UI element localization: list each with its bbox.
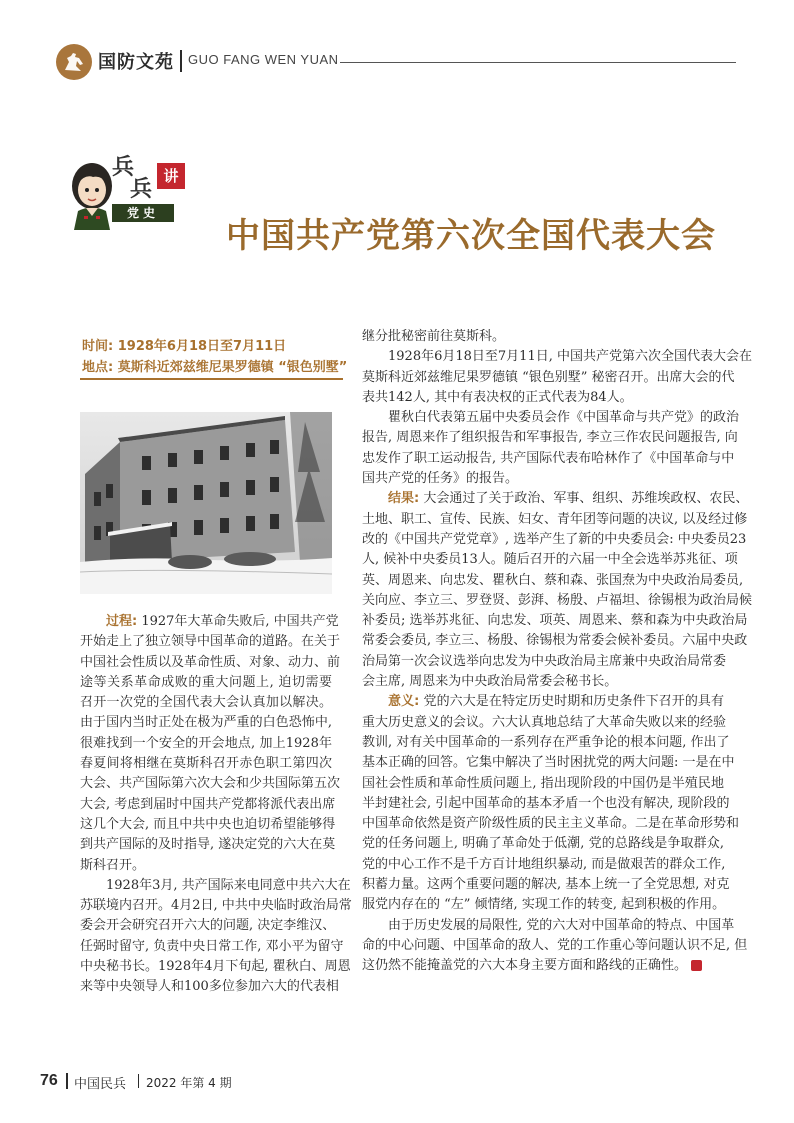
historic-building-photo	[80, 412, 332, 594]
body-text: 服党内存在的 “左” 倾情绪, 实现工作的转变, 起到积极的作用。	[362, 897, 726, 913]
meta-place: 地点: 莫斯科近郊兹维尼果罗德镇 “银色别墅”	[82, 360, 348, 375]
body-text: 报告, 周恩来作了组织报告和军事报告, 李立三作农民问题报告, 向	[362, 430, 738, 446]
section-title-cn: 国防文苑	[98, 52, 174, 73]
body-text: 表共142人, 其中有表决权的正式代表为84人。	[362, 389, 633, 405]
body-line	[362, 530, 747, 550]
body-line	[80, 916, 336, 936]
body-text: 开始走上了独立领导中国革命的道路。在关于	[80, 634, 341, 650]
body-text: 中央秘书长。1928年4月下旬起, 瞿秋白、周恩	[80, 959, 351, 975]
body-line	[362, 794, 730, 814]
body-line	[362, 713, 727, 733]
body-line	[362, 652, 727, 672]
badge-char-bing-2: 兵	[130, 176, 153, 202]
body-text: 治局第一次会议选举向忠发为中央政治局主席兼中央政治局常委	[362, 653, 727, 669]
body-line	[80, 713, 332, 733]
body-text: 很难找到一个安全的开会地点, 加上1928年	[80, 735, 332, 751]
body-line	[80, 612, 339, 632]
body-line	[362, 855, 724, 875]
body-column-right	[362, 327, 753, 977]
body-line	[362, 368, 735, 388]
body-line	[362, 895, 724, 915]
body-text: 党的任务问题上, 明确了革命处于低潮, 党的总路线是争取群众,	[362, 836, 724, 852]
body-text: 斯科召开。	[80, 857, 146, 873]
body-text: 继分批秘密前往莫斯科。	[362, 329, 506, 344]
body-line	[80, 693, 332, 713]
body-line	[362, 774, 724, 794]
body-line	[362, 631, 748, 651]
body-line	[362, 449, 735, 469]
body-text: 重大历史意义的会议。六大认真地总结了大革命失败以来的经验	[362, 714, 727, 730]
body-text: 大会、共产国际第六次大会和少共国际第五次	[80, 776, 341, 792]
body-line	[80, 754, 332, 774]
badge-char-jiang: 讲	[157, 163, 185, 189]
body-text: 中国社会性质以及革命性质、对象、动力、前	[80, 654, 341, 670]
body-line	[80, 632, 341, 652]
section-keyword: 过程:	[106, 614, 138, 629]
body-text: 国共产党的任务》的报告。	[362, 471, 519, 487]
body-text: 会主席, 周恩来为中央政治局常委会秘书长。	[362, 674, 618, 690]
body-text: 积蓄力量。这两个重要问题的解决, 基本上统一了全党思想, 对克	[362, 877, 730, 893]
body-line	[362, 327, 724, 347]
body-line	[80, 734, 332, 754]
body-line	[362, 733, 730, 753]
header-divider	[180, 50, 182, 72]
body-text: 常委会委员, 李立三、杨殷、徐锡根为常委会候补委员。六届中央政	[362, 633, 748, 649]
body-text: 途等关系革命成败的重大问题上, 迫切需要	[80, 674, 332, 690]
section-title-en: GUO FANG WEN YUAN	[188, 52, 339, 67]
body-text: 忠发作了职工运动报告, 共产国际代表布哈林作了《中国革命与中	[362, 450, 735, 466]
body-text: 春夏间将相继在莫斯科召开赤色职工第四次	[80, 756, 332, 772]
body-text: 由于历史发展的局限性, 党的六大对中国革命的特点、中国革	[388, 917, 735, 933]
article-title: 中国共产党第六次全国代表大会	[226, 216, 716, 256]
body-text: 1928年3月, 共产国际来电同意中共六大在	[106, 877, 351, 893]
body-text: 由于国内当时正处在极为严重的白色恐怖中,	[80, 715, 332, 731]
end-mark-icon	[691, 960, 702, 971]
section-logo-icon	[56, 44, 92, 80]
badge-char-bing-1: 兵	[112, 154, 135, 180]
body-line	[362, 510, 748, 530]
body-line	[362, 936, 748, 956]
body-text: 教训, 对有关中国革命的一系列存在严重争论的根本问题, 作出了	[362, 734, 730, 750]
body-text: 大会, 考虑到届时中国共产党都将派代表出席	[80, 796, 336, 812]
meta-rule	[80, 378, 343, 380]
body-line	[80, 673, 332, 693]
footer-divider-2	[138, 1074, 139, 1088]
issue-label: 2022 年第 4 期	[146, 1076, 232, 1090]
badge-label-dangshi: 党史	[112, 204, 174, 222]
header-rule	[340, 62, 736, 63]
footer-divider	[66, 1073, 68, 1089]
body-line	[80, 977, 339, 997]
body-line	[362, 916, 735, 936]
section-keyword: 意义:	[388, 694, 420, 710]
body-line	[80, 896, 352, 916]
body-line	[362, 834, 724, 854]
body-text: 这仍然不能掩盖党的六大本身主要方面和路线的正确性。	[362, 958, 688, 974]
body-text: 人, 候补中央委员13人。随后召开的六届一中全会选举苏兆征、项	[362, 552, 738, 568]
body-text: 基本正确的回答。它集中解决了当时困扰党的两大问题: 一是在中	[362, 755, 735, 771]
magazine-name: 中国民兵	[74, 1077, 127, 1092]
meta-time: 时间: 1928年6月18日至7月11日	[82, 339, 287, 354]
body-line	[362, 408, 740, 428]
body-line	[80, 937, 344, 957]
body-text: 改的《中国共产党党章》, 选举产生了新的中央委员会: 中央委员23	[362, 531, 747, 547]
section-keyword: 结果:	[388, 491, 420, 507]
body-text: 任弼时留守, 负责中央日常工作, 邓小平为留守	[80, 938, 344, 954]
body-text: 半封建社会, 引起中国革命的基本矛盾一个也没有解决, 现阶段的	[362, 795, 730, 811]
body-text: 莫斯科近郊兹维尼果罗德镇 “银色别墅” 秘密召开。出席大会的代	[362, 369, 735, 385]
body-line	[362, 428, 738, 448]
body-text: 中国革命依然是资产阶级性质的民主主义革命。二是在革命形势和	[362, 816, 740, 832]
body-text: 到共产国际的及时指导, 遂决定党的六大在莫	[80, 837, 336, 853]
body-line	[80, 957, 351, 977]
body-line	[80, 795, 336, 815]
body-line	[362, 814, 740, 834]
body-line	[80, 815, 336, 835]
body-line	[362, 753, 735, 773]
body-text: 这几个大会, 而且中共中央也迫切希望能够得	[80, 816, 336, 832]
body-line	[362, 611, 748, 631]
body-text: 委会开会研究召开六大的问题, 决定李维汉、	[80, 918, 336, 934]
body-line	[362, 591, 753, 611]
body-line	[362, 571, 744, 591]
body-text: 党的中心工作不是千方百计地组织暴动, 而是做艰苦的群众工作,	[362, 856, 726, 872]
body-text: 召开一次党的全国代表大会认真加以解决。	[80, 695, 332, 711]
body-text: 1927年大革命失败后, 中国共产党	[137, 614, 339, 629]
body-text: 土地、职工、宣传、民族、妇女、青年团等问题的决议, 以及经过修	[362, 511, 748, 527]
body-column-left	[80, 612, 352, 998]
body-line	[362, 672, 724, 692]
body-line	[80, 653, 341, 673]
page-number: 76	[40, 1072, 58, 1089]
body-text: 大会通过了关于政治、军事、组织、苏维埃政权、农民、	[419, 491, 749, 507]
body-line	[362, 875, 730, 895]
body-text: 命的中心问题、中国革命的敌人、党的工作重心等问题认识不足, 但	[362, 937, 748, 953]
body-text: 英、周恩来、向忠发、瞿秋白、蔡和森、张国焘为中央政治局委员,	[362, 572, 744, 588]
body-line	[362, 489, 749, 509]
body-text: 关向应、李立三、罗登贤、彭湃、杨殷、卢福坦、徐锡根为政治局候	[362, 592, 753, 608]
body-line	[80, 835, 336, 855]
body-line	[80, 856, 332, 876]
body-line	[362, 692, 724, 712]
body-line	[362, 388, 724, 408]
body-line	[362, 469, 724, 489]
body-text: 党的六大是在特定历史时期和历史条件下召开的具有	[419, 694, 725, 710]
body-text: 来等中央领导人和100多位参加六大的代表相	[80, 979, 339, 995]
body-line	[80, 876, 351, 896]
body-text: 补委员; 选举苏兆征、向忠发、项英、周恩来、蔡和森为中央政治局	[362, 613, 748, 629]
body-line	[362, 347, 752, 367]
body-line	[80, 774, 341, 794]
body-line	[362, 550, 738, 570]
body-text: 瞿秋白代表第五届中央委员会作《中国革命与共产党》的政治	[388, 410, 740, 426]
body-line	[362, 956, 724, 976]
body-text: 1928年6月18日至7月11日, 中国共产党第六次全国代表大会在	[388, 349, 752, 365]
body-text: 国社会性质和革命性质问题上, 指出现阶段的中国仍是半殖民地	[362, 775, 724, 791]
body-text: 苏联境内召开。4月2日, 中共中央临时政治局常	[80, 898, 352, 914]
